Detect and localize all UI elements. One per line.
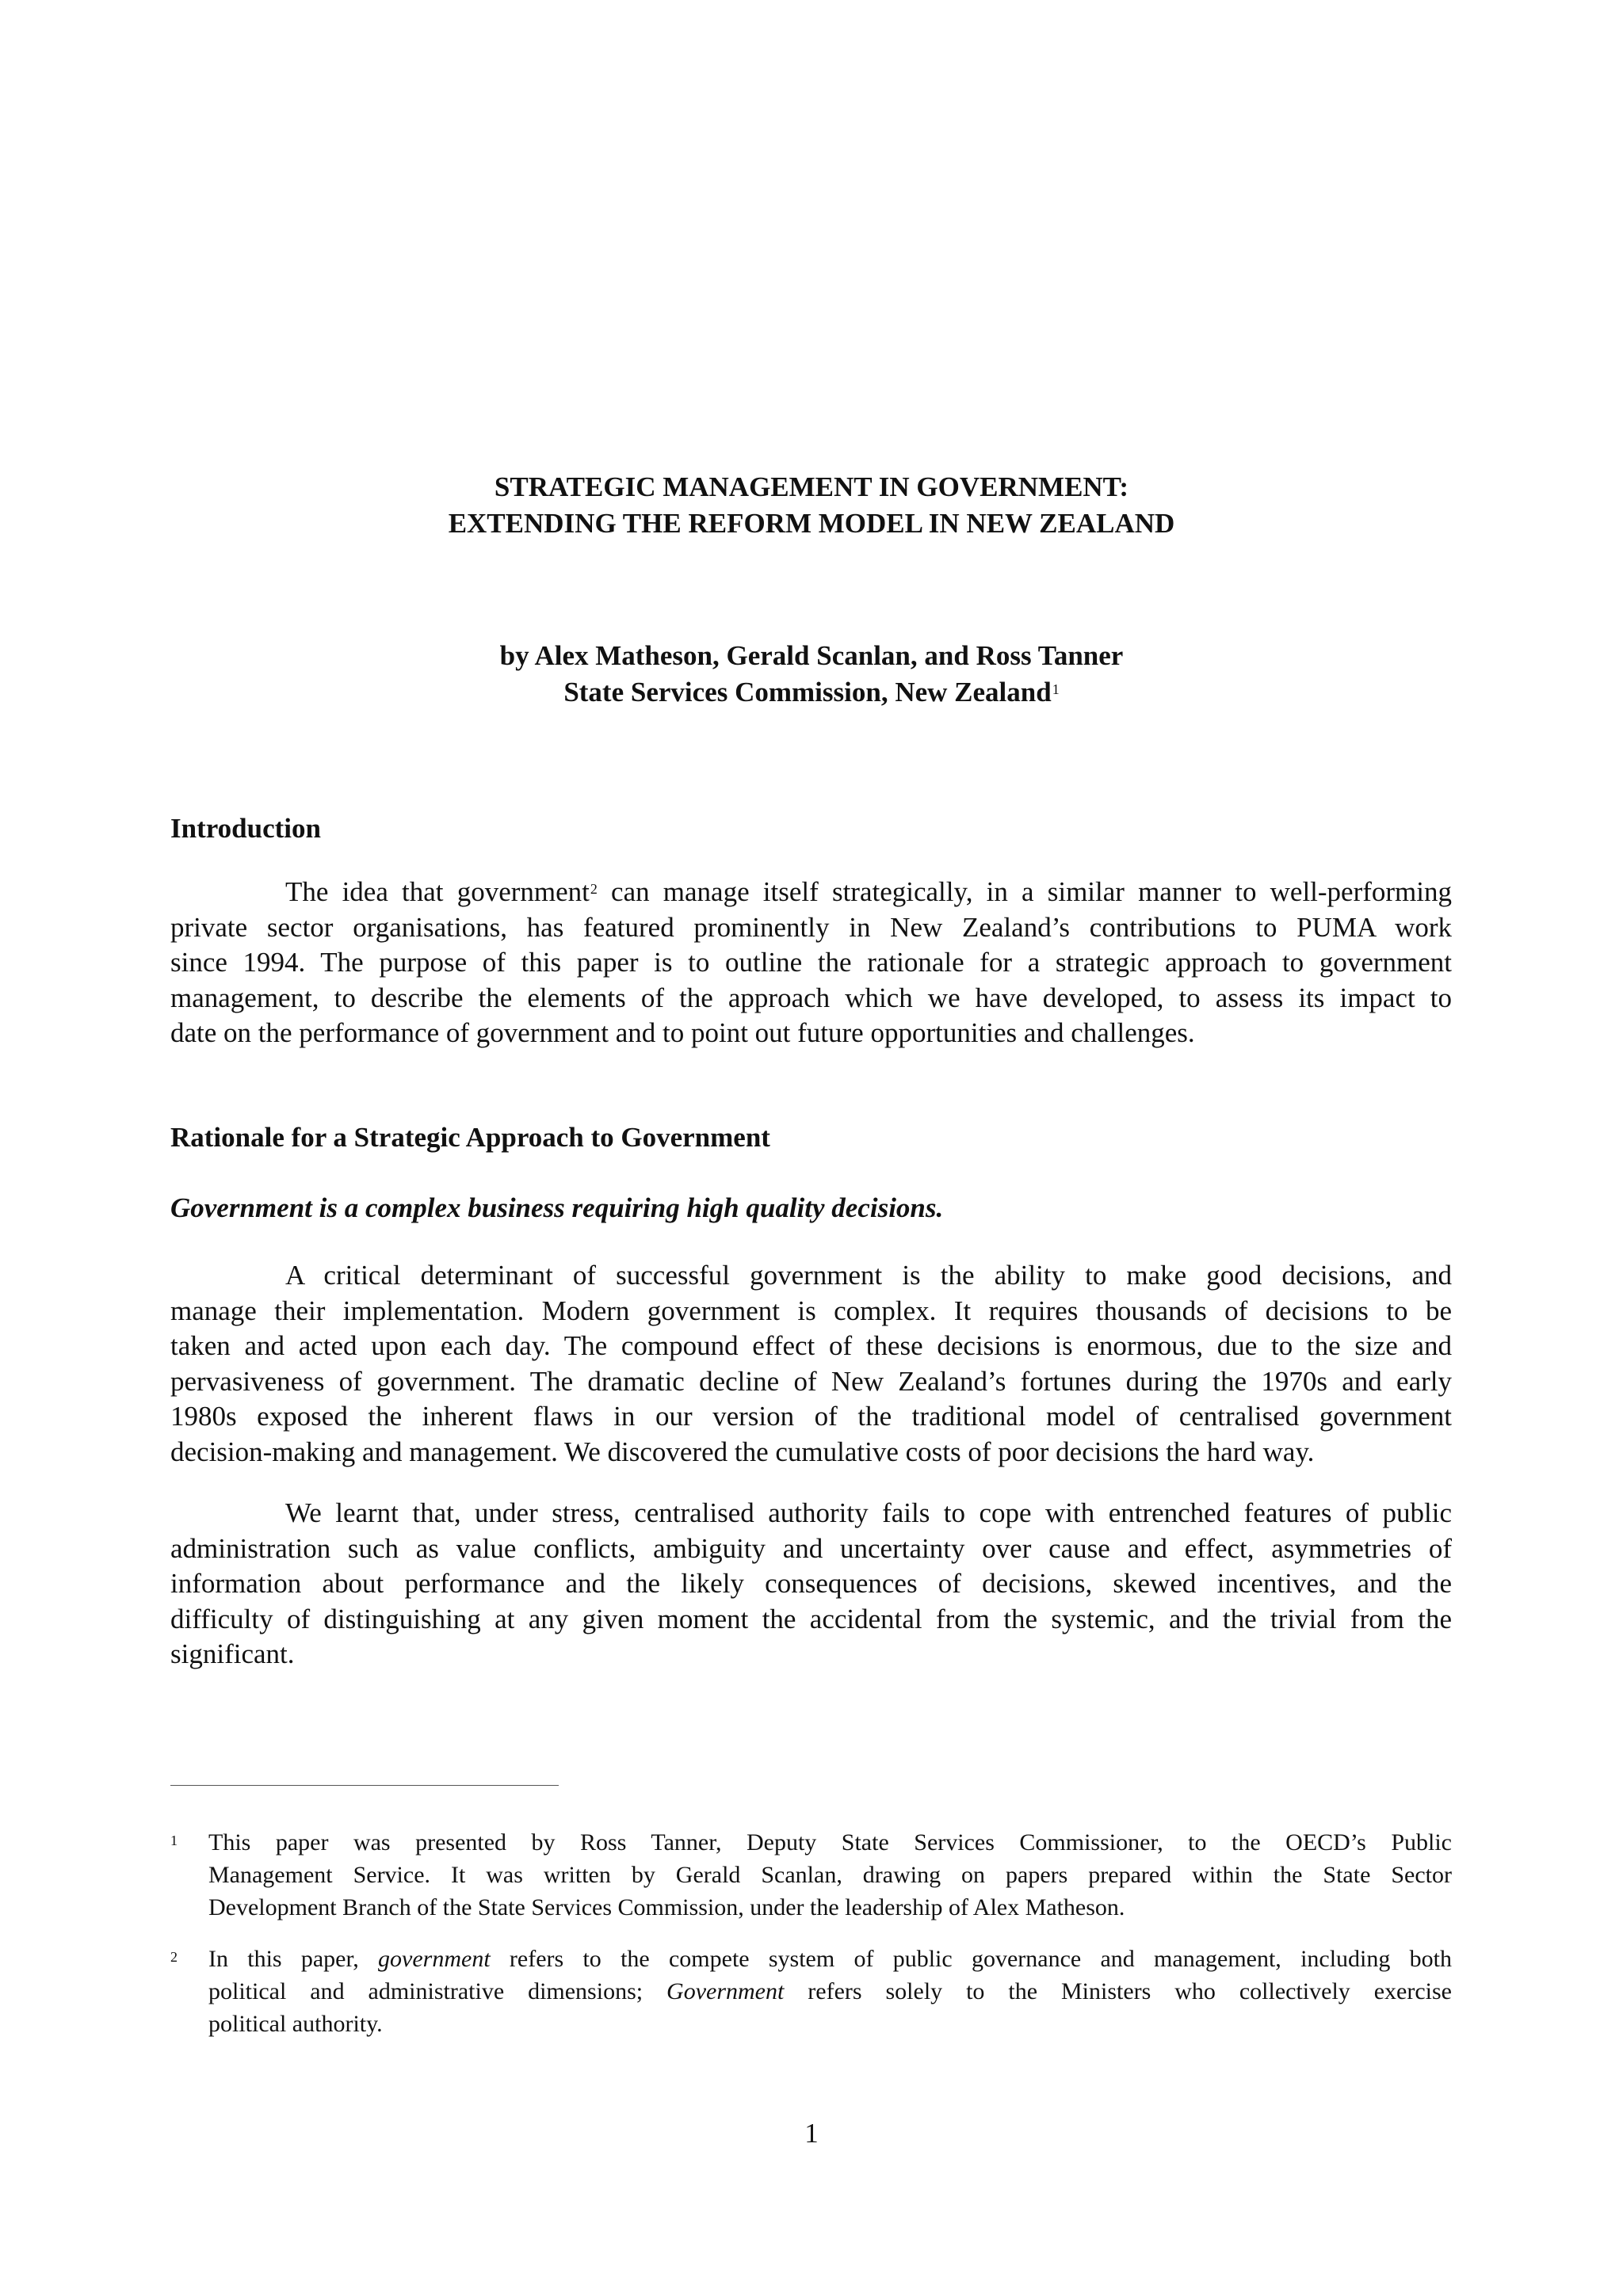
paragraph-line: significant. <box>170 1638 295 1669</box>
subsection-heading-complex-business: Government is a complex business requiring high quality decisions. <box>170 1192 944 1223</box>
footnote-separator <box>170 1785 559 1786</box>
section-heading-introduction: Introduction <box>170 813 321 844</box>
affiliation-text: State Services Commission, New Zealand <box>563 677 1052 707</box>
paragraph-line: date on the performance of government and to point out future opportunities and challenges. <box>170 1017 1195 1048</box>
paragraph-line: administration such as value conflicts, ambiguity and uncertainty over cause and effect, asymmetries of <box>170 1532 1452 1564</box>
paragraph-line: 1980s exposed the inherent flaws in our version of the traditional model of centralised government <box>170 1401 1452 1432</box>
page-number: 1 <box>804 2118 819 2149</box>
rationale-paragraph-2 <box>170 1496 1452 1672</box>
section-heading-rationale: Rationale for a Strategic Approach to Government <box>170 1122 770 1153</box>
paragraph-line: management, to describe the elements of the approach which we have developed, to assess its impact to <box>170 982 1452 1013</box>
paragraph-line: decision-making and management. We discovered the cumulative costs of poor decisions the hard way. <box>170 1436 1315 1467</box>
paragraph-line: pervasiveness of government. The dramatic decline of New Zealand’s fortunes during the 1970s and early <box>170 1365 1452 1397</box>
footnote-mark: 2 <box>170 1949 178 1965</box>
affiliation <box>0 674 1623 711</box>
paragraph-line: private sector organisations, has featured prominently in New Zealand’s contributions to PUMA work <box>170 911 1452 943</box>
footnote-line: Development Branch of the State Services Commission, under the leadership of Alex Matheson. <box>208 1894 1125 1920</box>
paragraph-line: taken and acted upon each day. The compound effect of these decisions is enormous, due to the size and <box>170 1330 1452 1361</box>
footnote-line: This paper was presented by Ross Tanner, Deputy State Services Commissioner, to the OECD’s Public <box>208 1829 1452 1855</box>
rationale-paragraph-1 <box>170 1258 1452 1470</box>
paragraph-line: A critical determinant of successful government is the ability to make good decisions, and <box>285 1260 1452 1291</box>
author-list: by Alex Matheson, Gerald Scanlan, and Ross Tanner <box>499 640 1124 671</box>
paper-title-line-2: EXTENDING THE REFORM MODEL IN NEW ZEALAND <box>448 508 1175 539</box>
footnote-line: political authority. <box>208 2011 383 2037</box>
footnote-ref-1: 1 <box>1052 681 1060 697</box>
footnote-line: political and administrative dimensions; Government refers solely to the Ministers who collectively exercise <box>208 1978 1453 2004</box>
paragraph-line: since 1994. The purpose of this paper is to outline the rationale for a strategic approach to government <box>170 947 1452 978</box>
paper-title-line-1: STRATEGIC MANAGEMENT IN GOVERNMENT: <box>494 471 1129 502</box>
paragraph-line: difficulty of distinguishing at any given moment the accidental from the systemic, and the trivial from the <box>170 1603 1452 1634</box>
footnote-line: In this paper, government refers to the compete system of public governance and management, including both <box>208 1946 1452 1972</box>
footnote-body <box>208 1826 1452 1924</box>
footnote-line: Management Service. It was written by Gerald Scanlan, drawing on papers prepared within the State Sector <box>208 1862 1452 1888</box>
footnote-ref-2: 2 <box>590 881 598 897</box>
introduction-paragraph <box>170 875 1452 1051</box>
paragraph-line: manage their implementation. Modern government is complex. It requires thousands of decisions to be <box>170 1295 1452 1326</box>
paragraph-line: We learnt that, under stress, centralised authority fails to cope with entrenched features of public <box>285 1497 1452 1528</box>
paragraph-line: The idea that government$^2$ can manage itself strategically, in a similar manner to well-performing <box>285 876 1452 907</box>
footnote-body <box>208 1943 1452 2040</box>
footnote-mark: 1 <box>170 1833 178 1848</box>
paragraph-line: information about performance and the likely consequences of decisions, skewed incentives, and the <box>170 1568 1452 1599</box>
